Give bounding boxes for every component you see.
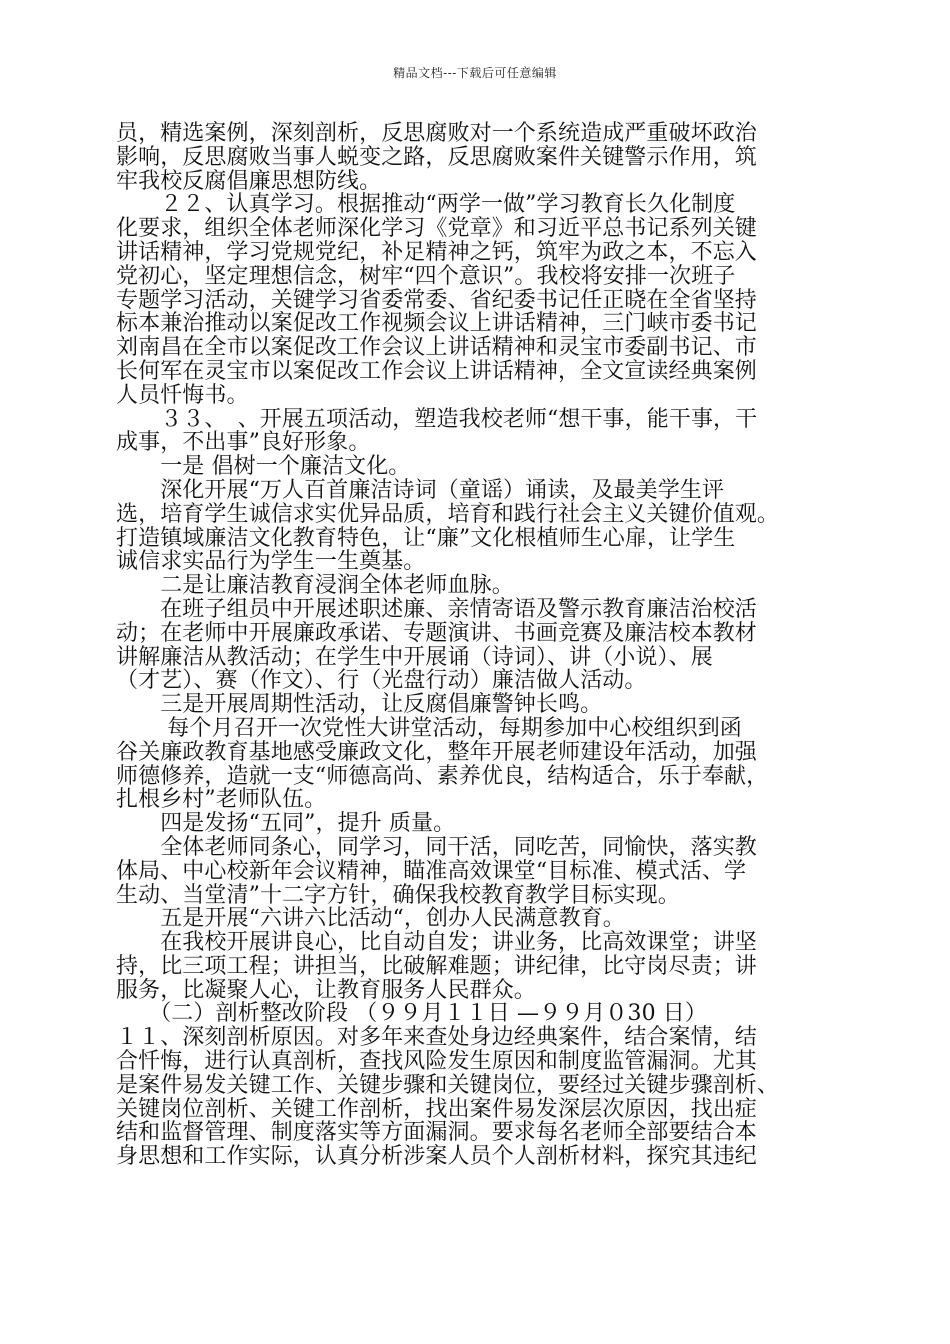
text-line: 标本兼治推动以案促改工作视频会议上讲话精神，三门峡市委书记 bbox=[116, 311, 757, 337]
text-line: 员，精选案例，深刻剖析，反思腐败对一个系统造成严重破坏政治 bbox=[116, 121, 757, 146]
text-line: 师德修养，造就一支“师德高尚、素养优良，结构适合，乐于奉献， bbox=[116, 763, 769, 789]
text-line: 每个月召开一次党性大讲堂活动，每期参加中心校组织到函 bbox=[116, 715, 742, 741]
text-line: 党初心，坚定理想信念，树牢“四个意识”。我校将安排一次班子 bbox=[116, 263, 736, 289]
text-line: 一是 倡树一个廉洁文化。 bbox=[116, 454, 411, 480]
text-line: 人员忏悔书。 bbox=[116, 382, 249, 408]
text-line: 服务，比凝聚人心，让教育服务人民群众。 bbox=[116, 977, 536, 1003]
text-line: 持，比三项工程；讲担当，比破解难题；讲纪律，比守岗尽责；讲 bbox=[116, 953, 757, 979]
text-line: 谷关廉政教育基地感受廉政文化，整年开展老师建设年活动，加强 bbox=[116, 739, 757, 765]
text-line: （二）剖析整改阶段 （９９月１１日 —９９月０30 日） bbox=[116, 1001, 707, 1027]
text-line: １１、深刻剖析原因。对多年来查处身边经典案件，结合案情，结 bbox=[116, 1025, 757, 1051]
text-line: 专题学习活动，关键学习省委常委、省纪委书记任正晓在全省坚持 bbox=[116, 287, 757, 313]
text-line: 长何军在灵宝市以案促改工作会议上讲话精神，全文宣读经典案例 bbox=[116, 358, 757, 384]
text-line: 深化开展“万人百首廉洁诗词（童谣）诵读，及最美学生评 bbox=[116, 477, 725, 503]
text-line: 生动、当堂清”十二字方针，确保我校教育教学目标实现。 bbox=[116, 882, 680, 908]
text-line: 选，培育学生诚信求实优异品质，培育和践行社会主义关键价值观。 bbox=[116, 501, 780, 527]
text-line: 成事，不出事”良好形象。 bbox=[116, 430, 371, 456]
text-line: ３３、 、开展五项活动，塑造我校老师“想干事，能干事，干 bbox=[116, 406, 758, 432]
text-line: ２２、认真学习。根据推动“两学一做”学习教育长久化制度 bbox=[116, 192, 736, 218]
text-line: 动；在老师中开展廉政承诺、专题演讲、书画竞赛及廉洁校本教材 bbox=[116, 620, 757, 646]
text-line: 五是开展“六讲六比活动“，创办人民满意教育。 bbox=[116, 906, 625, 932]
text-line: 讲话精神，学习党规党纪，补足精神之钙，筑牢为政之本，不忘入 bbox=[116, 239, 757, 265]
text-line: 牢我校反腐倡廉思想防线。 bbox=[116, 168, 382, 194]
text-line: 是案件易发关键工作、关键步骤和关键岗位，要经过关键步骤剖析、 bbox=[116, 1072, 780, 1098]
text-line: 打造镇域廉洁文化教育特色，让“廉”文化根植师生心扉，让学生 bbox=[116, 525, 736, 551]
text-line: （才艺）、赛（作文）、行（光盘行动）廉洁做人活动。 bbox=[116, 668, 647, 694]
text-line: 扎根乡村”老师队伍。 bbox=[116, 787, 327, 813]
text-line: 化要求，组织全体老师深化学习《党章》和习近平总书记系列关键 bbox=[116, 216, 757, 242]
text-line: 三是开展周期性活动，让反腐倡廉警钟长鸣。 bbox=[116, 692, 603, 718]
text-line: 体局、中心校新年会议精神，瞄准高效课堂“目标准、模式活、学 bbox=[116, 858, 747, 884]
text-line: 讲解廉洁从教活动；在学生中开展诵（诗词）、讲（小说）、展 bbox=[116, 644, 713, 670]
text-line: 合忏悔，进行认真剖析，查找风险发生原因和制度监管漏洞。尤其 bbox=[116, 1049, 757, 1075]
text-line: 四是发扬“五同”，提升 质量。 bbox=[116, 811, 456, 837]
text-line: 影响，反思腐败当事人蜕变之路，反思腐败案件关键警示作用，筑 bbox=[116, 144, 757, 170]
text-line: 诚信求实品行为学生一生奠基。 bbox=[116, 549, 426, 575]
text-line: 在班子组员中开展述职述廉、亲情寄语及警示教育廉洁治校活 bbox=[116, 596, 757, 622]
text-line: 身思想和工作实际，认真分析涉案人员个人剖析材料，探究其违纪 bbox=[116, 1144, 757, 1170]
body-text bbox=[116, 122, 836, 1169]
text-line: 在我校开展讲良心，比自动自发；讲业务，比高效课堂；讲坚 bbox=[116, 930, 757, 956]
text-line: 全体老师同条心，同学习，同干活，同吃苦，同愉快，落实教 bbox=[116, 834, 757, 860]
text-line: 结和监督管理、制度落实等方面漏洞。要求每名老师全部要结合本 bbox=[116, 1120, 757, 1146]
page-header: 精品文档---下载后可任意编辑 bbox=[393, 66, 557, 80]
text-line: 关键岗位剖析、关键工作剖析，找出案件易发深层次原因，找出症 bbox=[116, 1096, 757, 1122]
text-line: 二是让廉洁教育浸润全体老师血脉。 bbox=[116, 573, 514, 599]
text-line: 刘南昌在全市以案促改工作会议上讲话精神和灵宝市委副书记、市 bbox=[116, 335, 757, 361]
